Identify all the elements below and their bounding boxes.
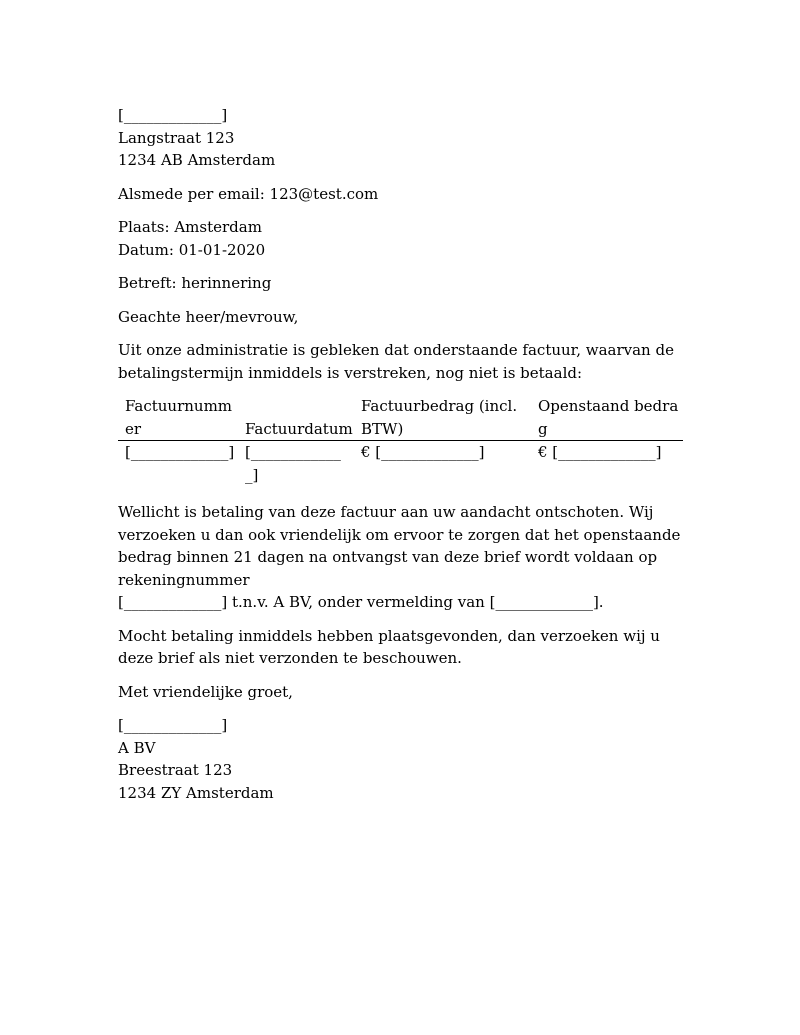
header-openstaand: Openstaand bedrag xyxy=(531,395,683,441)
header-factuurnummer: Factuurnummer xyxy=(118,395,238,441)
header-factuurdatum: Factuurdatum xyxy=(238,395,354,441)
already-paid-paragraph: Mocht betaling inmiddels hebben plaatsgevonden, dan verzoeken wij u deze brief als niet verzonden te beschouwen. xyxy=(118,626,660,667)
payment-request-account: [_____________] t.n.v. A BV, onder vermelding van [_____________]. xyxy=(118,593,604,611)
letter-content xyxy=(118,104,683,815)
intro-paragraph: Uit onze administratie is gebleken dat onderstaande factuur, waarvan de betalingstermijn inmiddels is verstreken, nog niet is betaald: xyxy=(118,341,674,382)
signature-name: [_____________] xyxy=(118,716,228,734)
email-line: Alsmede per email: 123@test.com xyxy=(118,184,379,203)
sender-name: [_____________] xyxy=(118,106,228,124)
place-date-block xyxy=(118,216,683,261)
signature-company: A BV xyxy=(118,738,156,757)
signature-street: Breestraat 123 xyxy=(118,761,233,779)
salutation: Geachte heer/mevrouw, xyxy=(118,307,299,326)
table-row xyxy=(118,441,683,487)
subject-block xyxy=(118,272,683,295)
date-line: Datum: 01-01-2020 xyxy=(118,240,266,259)
cell-openstaand: € [_____________] xyxy=(538,443,662,461)
payment-request-paragraph xyxy=(118,501,683,614)
cell-factuurnummer: [_____________] xyxy=(125,443,235,461)
email-block xyxy=(118,183,683,206)
cell-factuurbedrag: € [_____________] xyxy=(361,443,485,461)
subject-line: Betreft: herinnering xyxy=(118,274,272,292)
cell-factuurdatum: [_____________] xyxy=(245,443,341,484)
place-line: Plaats: Amsterdam xyxy=(118,218,262,236)
payment-request-text: Wellicht is betaling van deze factuur aan uw aandacht ontschoten. Wij verzoeken u dan ook vriendelijk om ervoor te zorgen dat het openstaande bedrag binnen 21 dagen na ontvangst van deze brief wordt voldaan op rekeningnummer xyxy=(118,503,681,589)
invoice-table xyxy=(118,395,683,486)
table-header-row xyxy=(118,395,683,441)
salutation-block xyxy=(118,306,683,329)
closing-line: Met vriendelijke groet, xyxy=(118,682,293,701)
header-factuurbedrag: Factuurbedrag (incl. BTW) xyxy=(354,395,531,441)
sender-street: Langstraat 123 xyxy=(118,128,235,147)
signature-block xyxy=(118,714,683,804)
signature-city: 1234 ZY Amsterdam xyxy=(118,783,274,802)
closing-block xyxy=(118,681,683,704)
sender-address xyxy=(118,104,683,172)
sender-city: 1234 AB Amsterdam xyxy=(118,151,276,169)
